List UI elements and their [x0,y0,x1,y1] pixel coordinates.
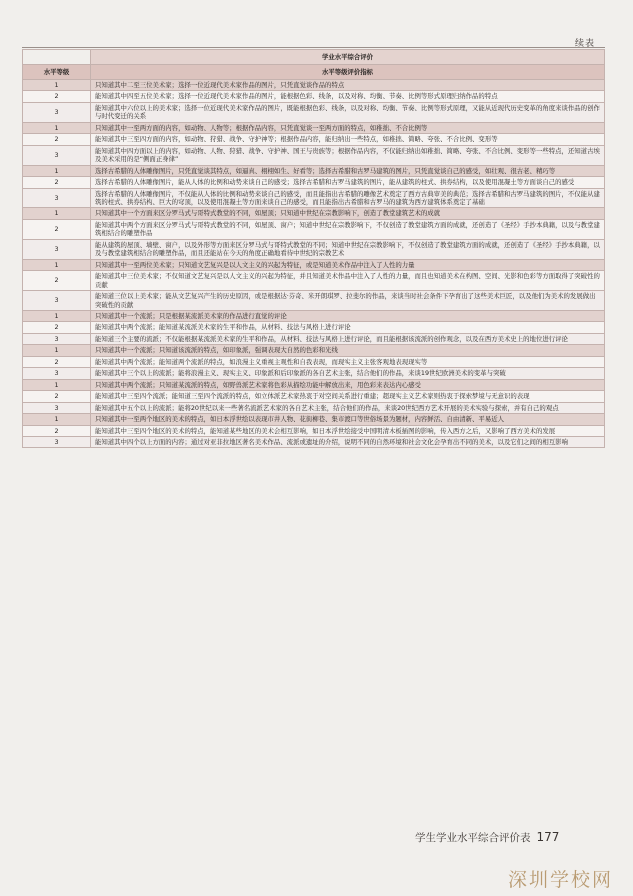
footer-label: 学生学业水平综合评价表 [415,832,531,844]
indicator-cell: 能知道其中三个以上的流派；能将浪漫主义、现实主义、印象派和后印象派的各自艺术主张，结合他们的作品，来谈19世纪欧洲美术的变革与突破 [91,368,605,379]
level-cell: 2 [23,91,91,102]
indicator-cell: 能知道三个主要的流派；不仅能根据某流派美术家的生平和作品，从材料、技法与风格上进行评论，而且能根据该流派的创作观念，以及在西方美术史上的地位进行评论 [91,333,605,344]
indicator-cell: 只知道其中一至两位美术家；只知道文艺复兴是以人文主义的兴起为特征，或是知道美术作品中注入了人性的力量 [91,259,605,270]
level-cell: 2 [23,134,91,145]
table-row [23,345,605,356]
table-row [23,391,605,402]
level-cell: 1 [23,345,91,356]
level-cell: 3 [23,402,91,413]
indicator-cell: 能知道其中四个以上方面的内容；通过对亚非拉地区著名美术作品、流派或遗址的介绍，说明不同的自然环境和社会文化会孕育出不同的美术，以及它们之间的相互影响 [91,436,605,447]
level-cell: 1 [23,379,91,390]
table-row [23,322,605,333]
indicator-cell: 能知道其中三位美术家；不仅知道文艺复兴是以人文主义的兴起为特征，并且知道美术作品中注入了人性的力量，而且也知道美术在构图、空间、光影和色彩等方面取得了突破性的贡献 [91,271,605,291]
indicator-cell: 能知道其中两个流派；能知道某流派美术家的生平和作品，从材料、技法与风格上进行评论 [91,322,605,333]
indicator-cell: 能知道其中三至四个流派；能知道三至四个流派的特点，如立体派艺术家热衷于对空间关系进行重建；超现实主义艺术家则热衷于探索梦境与无意识的表现 [91,391,605,402]
level-cell: 1 [23,122,91,133]
level-cell: 2 [23,391,91,402]
table-row [23,259,605,270]
indicator-cell: 能知道其中五个以上的流派；能将20世纪以来一些著名流派艺术家的各自艺术主张，结合他们的作品，来谈20世纪西方艺术开展的美术实验与探索，并有自己的观点 [91,402,605,413]
indicator-cell: 只知道其中一至两方面的内容，如动物、人物等；根据作品内容，只凭直觉谈一至两方面的特点，如稚拙、不合比例等 [91,122,605,133]
indicator-cell: 只知道其中一个流派；只知道该流派的特点，如印象派，强调表现大自然的色彩和光线 [91,345,605,356]
level-cell: 3 [23,239,91,259]
level-cell: 3 [23,436,91,447]
site-watermark: 深圳学校网 [507,869,613,891]
level-cell: 1 [23,165,91,176]
indicator-cell: 只知道其中二至三位美术家；选择一位近现代美术家作品的图片，只凭直觉谈作品的特点 [91,80,605,91]
table-row [23,102,605,122]
table-row [23,219,605,239]
table-row [23,310,605,321]
table-row [23,291,605,311]
level-cell: 2 [23,322,91,333]
indicator-cell: 能知道其中三至四方面的内容，如动物、狩猎、战争、守护神等；根据作品内容，能归纳出一些特点，如稚拙、简略、夸张、不合比例、变形等 [91,134,605,145]
continued-label: 续表 [574,39,595,49]
top-rule [22,47,605,48]
indicator-cell: 只知道其中一个方面来区分罗马式与哥特式教堂的不同，如屋顶；只知道中世纪在宗教影响下，创造了教堂建筑艺术的成就 [91,208,605,219]
table-row [23,402,605,413]
level-cell: 3 [23,291,91,311]
level-cell: 1 [23,80,91,91]
table-row [23,368,605,379]
page-number: 177 [536,830,560,844]
level-cell: 2 [23,177,91,188]
level-cell: 2 [23,219,91,239]
indicator-cell: 能知道其中六位以上的美术家；选择一位近现代美术家作品的图片，既能根据色彩、线条，以及对称、均衡、节奏、比例等形式原理，又能从近现代历史变革的角度来谈作品的创作与时代变迁的关系 [91,102,605,122]
table-row [23,425,605,436]
table-row [23,271,605,291]
indicator-cell: 能知道三位以上美术家；能从文艺复兴产生的历史原因，或是根据达·芬奇、米开朗琪罗、拉斐尔的作品，来谈当时社会条件下孕育出了这些美术巨匠，以及他们为美术的发展做出突破性的贡献 [91,291,605,311]
level-cell: 1 [23,259,91,270]
column-header-level: 水平等级 [23,65,91,80]
indicator-cell: 选择古希腊的人体雕像图片，能从人体的比例和动势来谈自己的感受；选择古希腊和古罗马建筑的图片，能从建筑的柱式、拱券结构，以及使用混凝土等方面谈自己的感受 [91,177,605,188]
table-row [23,239,605,259]
level-cell: 3 [23,368,91,379]
level-cell: 1 [23,208,91,219]
indicator-cell: 选择古希腊的人体雕像图片，只凭直觉谈其特点，如逼真、栩栩如生、好看等；选择古希腊和古罗马建筑的图片，只凭直觉谈自己的感受，如壮观、很古老、精巧等 [91,165,605,176]
level-cell: 1 [23,310,91,321]
table-row [23,80,605,91]
level-cell: 3 [23,145,91,165]
indicator-cell: 能从建筑的屋顶、墙壁、窗户，以及外形等方面来区分罗马式与哥特式教堂的不同；知道中世纪在宗教影响下，不仅创造了教堂建筑方面的成就，还创造了《圣经》手抄本典籍，以及与教堂建筑相结合的雕塑作品，而且还能站在今天的角度正确地看待中世纪的宗教艺术 [91,239,605,259]
table-row [23,208,605,219]
table-row [23,122,605,133]
table-row [23,134,605,145]
table-row [23,379,605,390]
indicator-cell: 选择古希腊的人体雕像图片，不仅能从人体的比例和动势来谈自己的感受，而且能指出古希腊的雕像艺术奠定了西方古典审美的典范；选择古希腊和古罗马建筑的图片，不仅能从建筑的柱式、拱券结构、巨大的穹顶，以及使用混凝土等方面来谈自己的感受，而且能指出古希腊和古罗马的建筑为西方建筑体系奠定了基础 [91,188,605,208]
level-cell: 3 [23,333,91,344]
indicator-cell: 能知道其中两个方面来区分罗马式与哥特式教堂的不同，如屋顶、窗户；知道中世纪在宗教影响下，不仅创造了教堂建筑方面的成就，还创造了《圣经》手抄本典籍，以及与教堂建筑相结合的雕塑作品 [91,219,605,239]
indicator-cell: 能知道其中四方面以上的内容，如动物、人物、狩猎、战争、守护神、国王与贵族等；根据作品内容，不仅能归纳出如稚拙、简略、夸张、不合比例、变形等一些特点，还知道古埃及美术采用的是“侧面正身律” [91,145,605,165]
table-body [23,80,605,448]
level-cell: 1 [23,414,91,425]
column-header-indicator: 水平等级评价指标 [91,65,605,80]
level-cell: 2 [23,356,91,367]
table-row [23,356,605,367]
table-row [23,177,605,188]
indicator-cell: 只知道其中一个流派；只是根据某流派美术家的作品进行直觉的评论 [91,310,605,321]
indicator-cell: 只知道其中一至两个地区的美术的特点，如日本浮世绘以表现市井人物、花街柳巷、集市渡口等世俗场景为题材，内容鲜活、自由清新、平易近人 [91,414,605,425]
table-row [23,436,605,447]
table-title: 学业水平综合评价 [91,50,605,65]
level-cell: 3 [23,188,91,208]
table-row [23,145,605,165]
table-row [23,414,605,425]
level-cell: 3 [23,102,91,122]
table-row [23,333,605,344]
indicator-cell: 能知道其中三至四个地区的美术的特点，能知道某些地区的美术会相互影响，如日本浮世绘接受中国明清木板插图的影响，传入西方之后，又影响了西方美术的发展 [91,425,605,436]
indicator-cell: 能知道其中四至五位美术家；选择一位近现代美术家作品的图片，能根据色彩、线条，以及对称、均衡、节奏、比例等形式原理归纳作品的特点 [91,91,605,102]
table-row [23,91,605,102]
evaluation-table [22,49,605,448]
page-footer [415,830,559,845]
table-row [23,188,605,208]
level-cell: 2 [23,425,91,436]
level-cell: 2 [23,271,91,291]
table-row [23,165,605,176]
indicator-cell: 能知道其中两个流派；能知道两个流派的特点，如浪漫主义重视主观性和自我表现，而现实主义主张客观地表现现实等 [91,356,605,367]
indicator-cell: 只知道其中两个流派；只知道某流派的特点，如野兽派艺术家将色彩从描绘功能中解放出来，用色彩来表达内心感受 [91,379,605,390]
